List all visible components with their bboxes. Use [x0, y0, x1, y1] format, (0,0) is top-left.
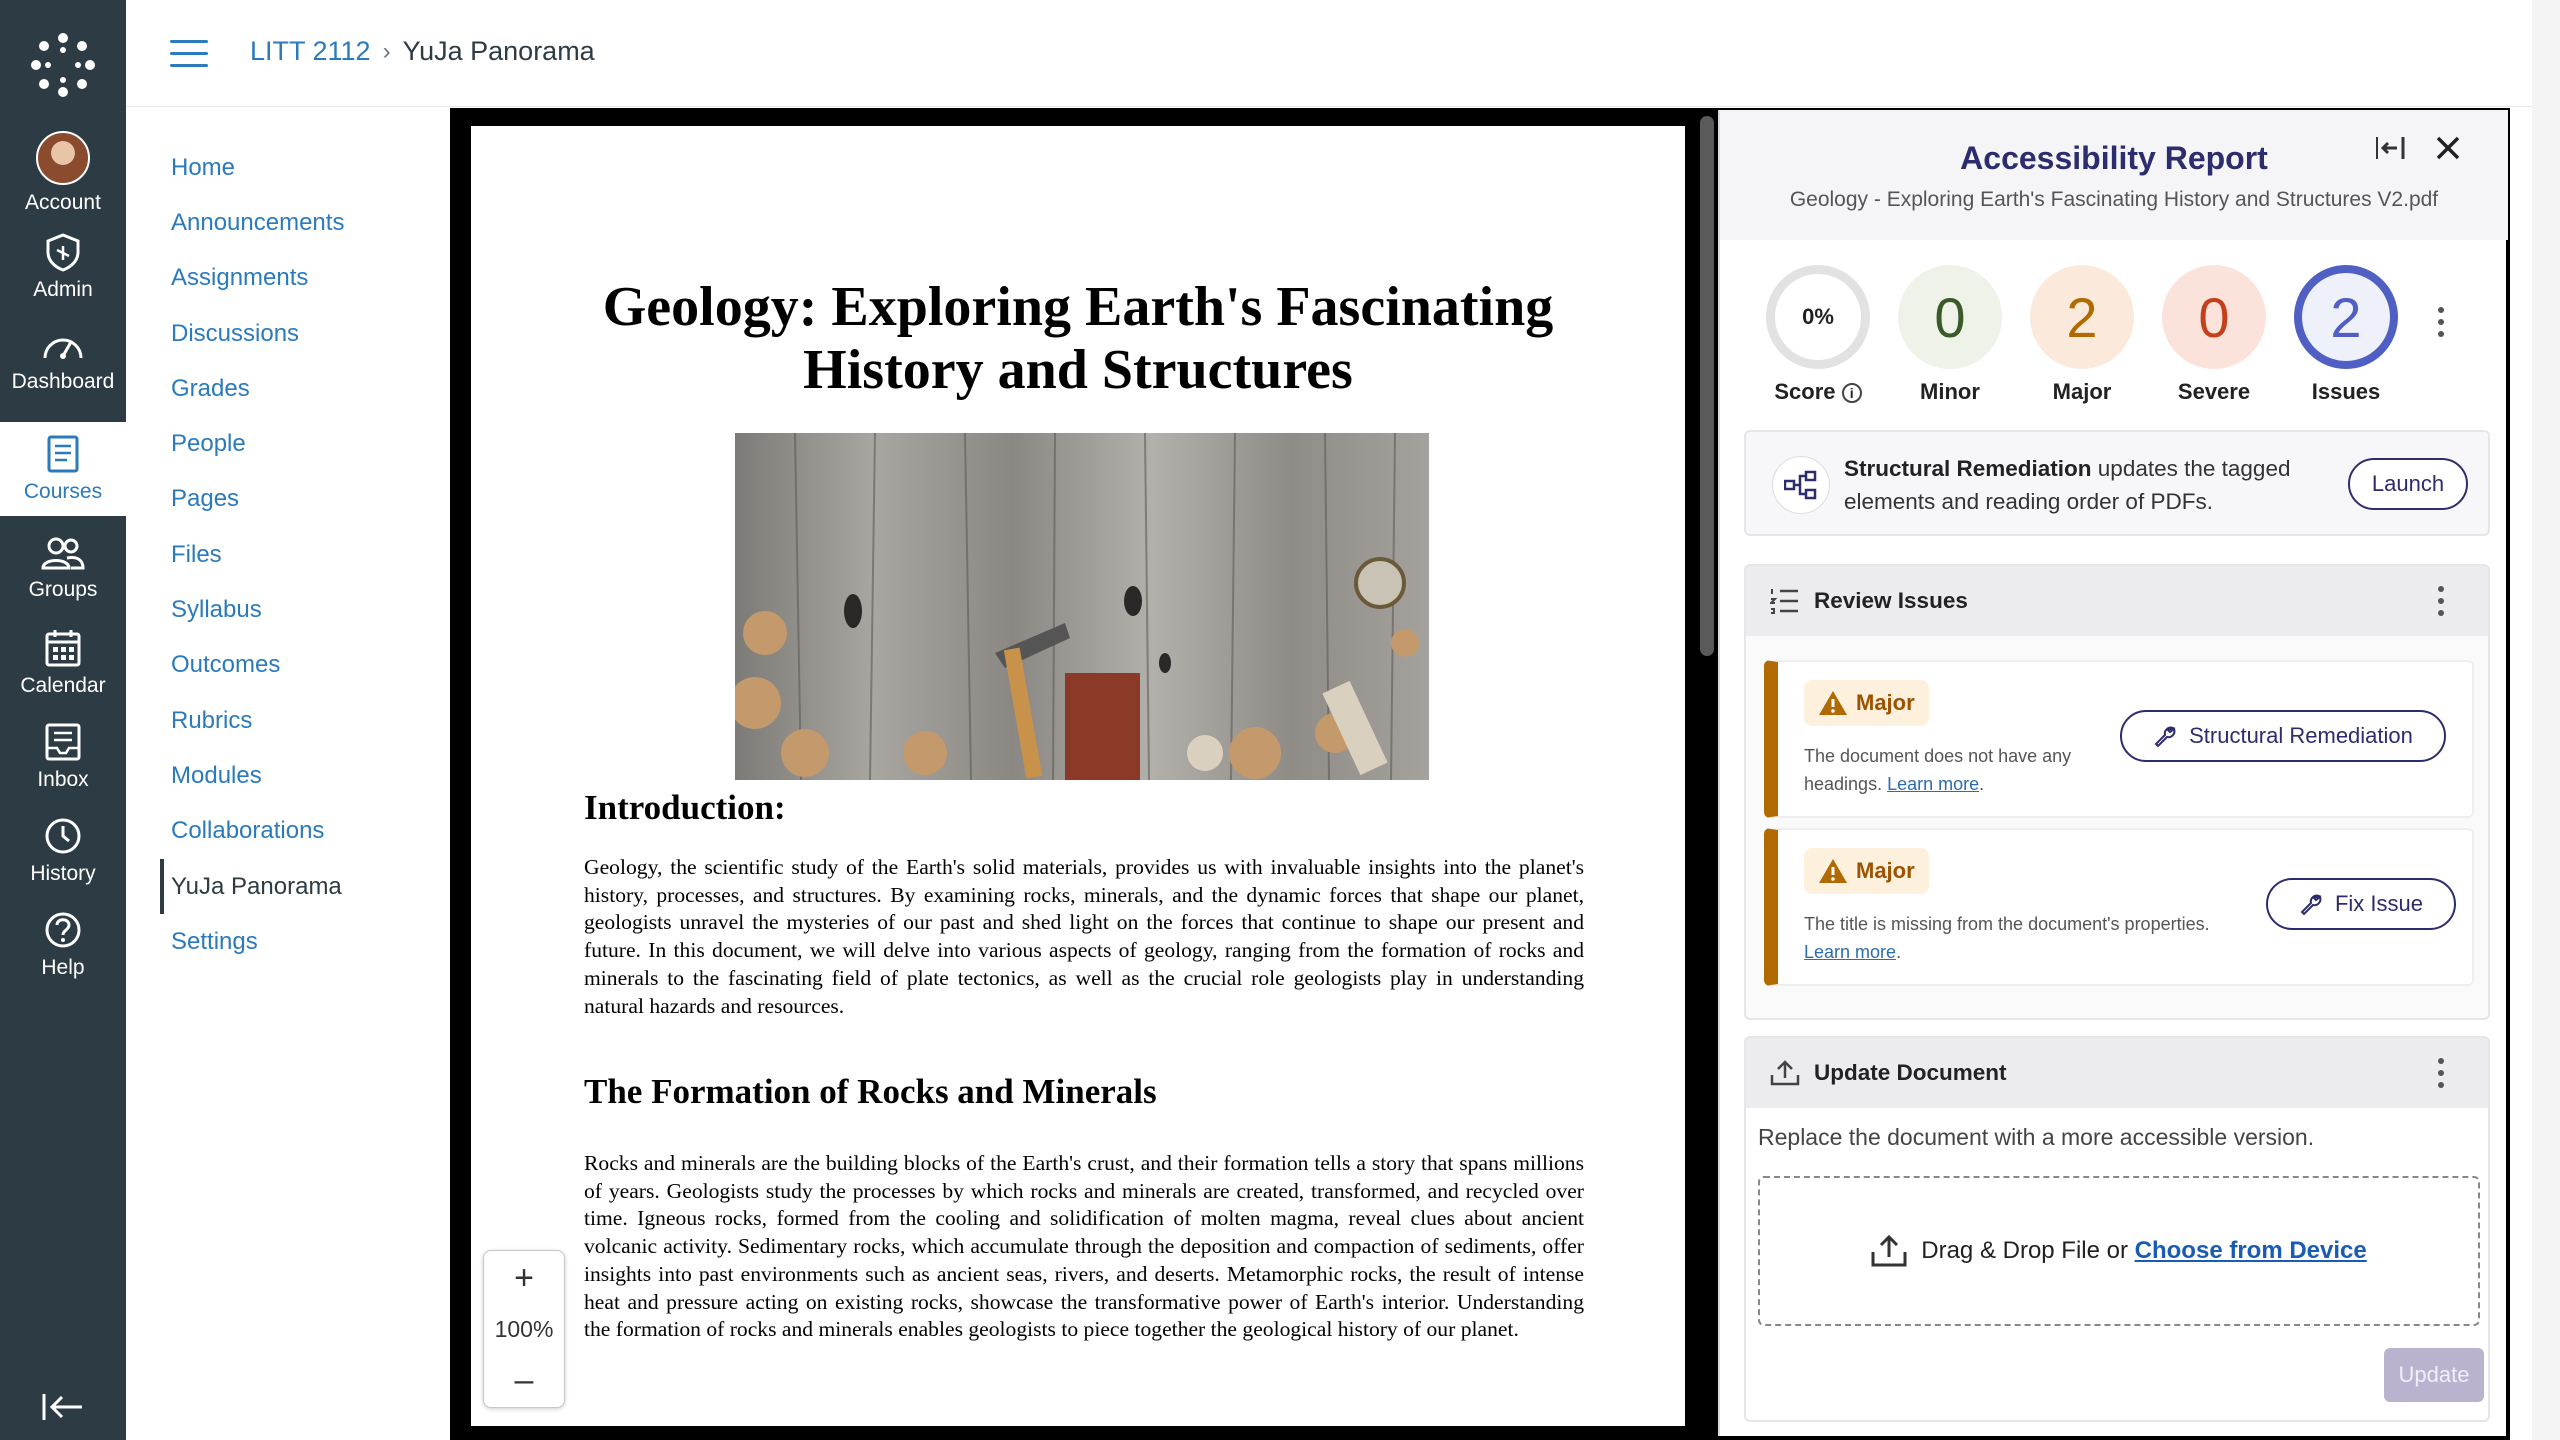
nav-account[interactable]	[0, 126, 126, 220]
nav-label: Courses	[23, 480, 103, 503]
list-icon	[1770, 587, 1800, 615]
issue-description: The document does not have any headings. Learn more.	[1804, 746, 2072, 794]
document-paragraph: Geology, the scientific study of the Earth's solid materials, provides us with invaluable insights into the planet's history, processes, and structures. By examining rocks, minerals, and the dynamic forces that shape our planet, geologists unravel the mysteries of our past and shed light on the forces that continue to shape our present and future. In this document, we will delve into various aspects of geology, ranging from the formation of rocks and minerals to the fascinating field of plate tectonics, as well as the crucial role geologists play in understanding natural hazards and resources.	[584, 855, 1584, 1018]
avatar	[36, 131, 90, 185]
nav-history[interactable]	[0, 804, 126, 898]
upload-icon	[1770, 1059, 1800, 1087]
nav-label: Admin	[33, 278, 93, 301]
course-nav-modules[interactable]: Modules	[171, 761, 262, 789]
document-image	[735, 433, 1429, 780]
document-paragraph: Rocks and minerals are the building blocks of the Earth's crust, and their formation tells a story that spans millions of years. Geologists study the processes by which rocks and minerals are created, transformed, and recycled over time. Igneous rocks, formed from the cooling and solidification of molten magma, reveal clues about ancient volcanic activity. Sedimentary rocks, which accumulate through the deposition and compaction of sediments, offer insights into past environments such as ancient seas, rivers, and deserts. Metamorphic rocks, the result of intense heat and pressure acting on existing rocks, showcase the transformative power of Earth's interior. Understanding the formation of rocks and minerals enables geologists to piece together the geological history of our planet.	[584, 1151, 1584, 1342]
update-button[interactable]: Update	[2384, 1348, 2484, 1402]
panel-filename: Geology - Exploring Earth's Fascinating History and Structures V2.pdf	[1789, 188, 2439, 211]
nav-label: Account	[25, 191, 101, 214]
structural-remediation-card	[1744, 430, 2490, 536]
fix-issue-button[interactable]: Fix Issue	[2266, 878, 2456, 930]
more-options-icon[interactable]	[2436, 1058, 2446, 1088]
choose-from-device-link[interactable]: Choose from Device	[2134, 1237, 2367, 1264]
major-item	[2028, 265, 2136, 405]
nav-inbox[interactable]	[0, 710, 126, 804]
course-nav-grades[interactable]: Grades	[171, 374, 250, 402]
top-header	[126, 0, 2560, 107]
minor-label: Minor	[1920, 379, 1980, 404]
course-nav-assignments[interactable]: Assignments	[171, 264, 309, 292]
minor-item	[1896, 265, 2004, 405]
nav-label: Inbox	[37, 768, 89, 791]
nav-dashboard[interactable]	[0, 314, 126, 408]
people-icon	[41, 536, 85, 572]
learn-more-link[interactable]: Learn more	[1804, 942, 1897, 962]
book-icon	[45, 434, 81, 474]
zoom-control	[483, 1250, 565, 1408]
panel-header	[1720, 110, 2508, 240]
severe-count: 0	[2162, 265, 2266, 369]
wrench-icon	[2299, 892, 2323, 916]
global-nav	[0, 0, 126, 1440]
structural-remediation-button[interactable]: Structural Remediation	[2120, 710, 2446, 762]
hamburger-menu-icon[interactable]	[170, 40, 208, 68]
wrench-icon	[2153, 724, 2177, 748]
shield-icon	[43, 232, 83, 272]
clock-icon	[43, 816, 83, 856]
score-summary	[1764, 265, 2484, 405]
zoom-out-button[interactable]: –	[514, 1361, 534, 1399]
severity-badge: Major	[1804, 680, 1929, 726]
document-heading-formation: The Formation of Rocks and Minerals	[584, 1072, 1157, 1111]
nav-help[interactable]	[0, 898, 126, 992]
canvas-logo-icon[interactable]	[0, 22, 126, 108]
issues-label: Issues	[2311, 379, 2381, 404]
close-icon[interactable]	[2428, 128, 2468, 168]
panel-title: Accessibility Report	[1960, 140, 2268, 176]
nav-label: Calendar	[20, 674, 106, 697]
learn-more-link[interactable]: Learn more	[1887, 774, 1980, 794]
course-nav-yuja-panorama[interactable]: YuJa Panorama	[160, 859, 440, 914]
more-options-icon[interactable]	[2436, 586, 2446, 616]
breadcrumb-current: YuJa Panorama	[402, 36, 595, 66]
course-nav-home[interactable]: Home	[171, 153, 236, 181]
nav-groups[interactable]	[0, 522, 126, 616]
dropzone-text: Drag & Drop File or	[1921, 1237, 2135, 1264]
course-nav	[160, 140, 440, 969]
breadcrumb-course-link[interactable]: LITT 2112	[250, 36, 371, 66]
help-icon	[43, 910, 83, 950]
review-issues-section	[1744, 564, 2490, 1020]
minor-count: 0	[1898, 265, 2002, 369]
course-nav-collaborations[interactable]: Collaborations	[171, 817, 325, 845]
document-title: Geology: Exploring Earth's Fascinating History and Structures	[602, 276, 1554, 401]
more-options-icon[interactable]	[2436, 307, 2446, 337]
update-document-section	[1744, 1036, 2490, 1422]
document-page	[471, 126, 1685, 1426]
update-document-title: Update Document	[1814, 1060, 2007, 1085]
issue-card	[1764, 828, 2474, 986]
info-icon[interactable]: i	[1842, 383, 1862, 403]
review-issues-title: Review Issues	[1814, 588, 1968, 613]
issues-item	[2292, 265, 2400, 405]
chevron-right-icon: ›	[382, 37, 391, 65]
course-nav-discussions[interactable]: Discussions	[171, 319, 300, 347]
inbox-icon	[44, 722, 82, 762]
update-document-header[interactable]	[1746, 1038, 2488, 1108]
calendar-icon	[44, 628, 82, 668]
nav-label: Groups	[28, 578, 98, 601]
nav-label: Dashboard	[11, 370, 115, 393]
nav-label: Help	[41, 956, 85, 979]
score-ring: 0%	[1766, 265, 1870, 369]
nav-calendar[interactable]	[0, 616, 126, 710]
course-nav-files[interactable]: Files	[171, 540, 222, 568]
nav-admin[interactable]	[0, 220, 126, 314]
document-heading-introduction: Introduction:	[584, 788, 786, 827]
warning-icon	[1818, 858, 1848, 884]
issues-count: 2	[2294, 265, 2398, 369]
viewer-scrollbar[interactable]	[1700, 116, 1714, 656]
zoom-in-button[interactable]: +	[514, 1259, 534, 1297]
nav-courses[interactable]	[0, 422, 126, 516]
major-label: Major	[2052, 379, 2112, 404]
course-nav-rubrics[interactable]: Rubrics	[171, 706, 253, 734]
score-label: Score i	[1764, 379, 1872, 405]
launch-button[interactable]: Launch	[2348, 458, 2468, 510]
structure-tree-icon	[1772, 456, 1830, 514]
course-nav-people[interactable]: People	[171, 430, 246, 458]
warning-icon	[1818, 690, 1848, 716]
upload-icon	[1871, 1234, 1907, 1268]
course-nav-pages[interactable]: Pages	[171, 485, 240, 513]
breadcrumb	[250, 36, 595, 67]
update-description: Replace the document with a more accessible version.	[1758, 1124, 2315, 1150]
accessibility-report-panel	[1718, 110, 2506, 1436]
review-issues-header[interactable]	[1746, 566, 2488, 636]
severe-item	[2160, 265, 2268, 405]
severity-badge: Major	[1804, 848, 1929, 894]
collapse-nav-icon[interactable]	[40, 1390, 86, 1424]
course-nav-outcomes[interactable]: Outcomes	[171, 651, 281, 679]
score-item	[1764, 265, 1872, 405]
file-dropzone[interactable]	[1758, 1176, 2480, 1326]
course-nav-announcements[interactable]: Announcements	[171, 208, 345, 236]
nav-label: History	[30, 862, 96, 885]
structural-description: Structural Remediation updates the tagged elements and reading order of PDFs.	[1844, 456, 2291, 514]
issue-card	[1764, 660, 2474, 818]
issue-description: The title is missing from the document's properties. Learn more.	[1804, 914, 2210, 962]
major-count: 2	[2030, 265, 2134, 369]
dock-panel-icon[interactable]	[2370, 128, 2410, 168]
zoom-level: 100%	[494, 1315, 554, 1342]
course-nav-settings[interactable]: Settings	[171, 927, 258, 955]
speedometer-icon	[41, 328, 85, 364]
page-scrollbar[interactable]	[2532, 0, 2560, 1440]
course-nav-syllabus[interactable]: Syllabus	[171, 596, 262, 624]
severe-label: Severe	[2177, 379, 2251, 404]
